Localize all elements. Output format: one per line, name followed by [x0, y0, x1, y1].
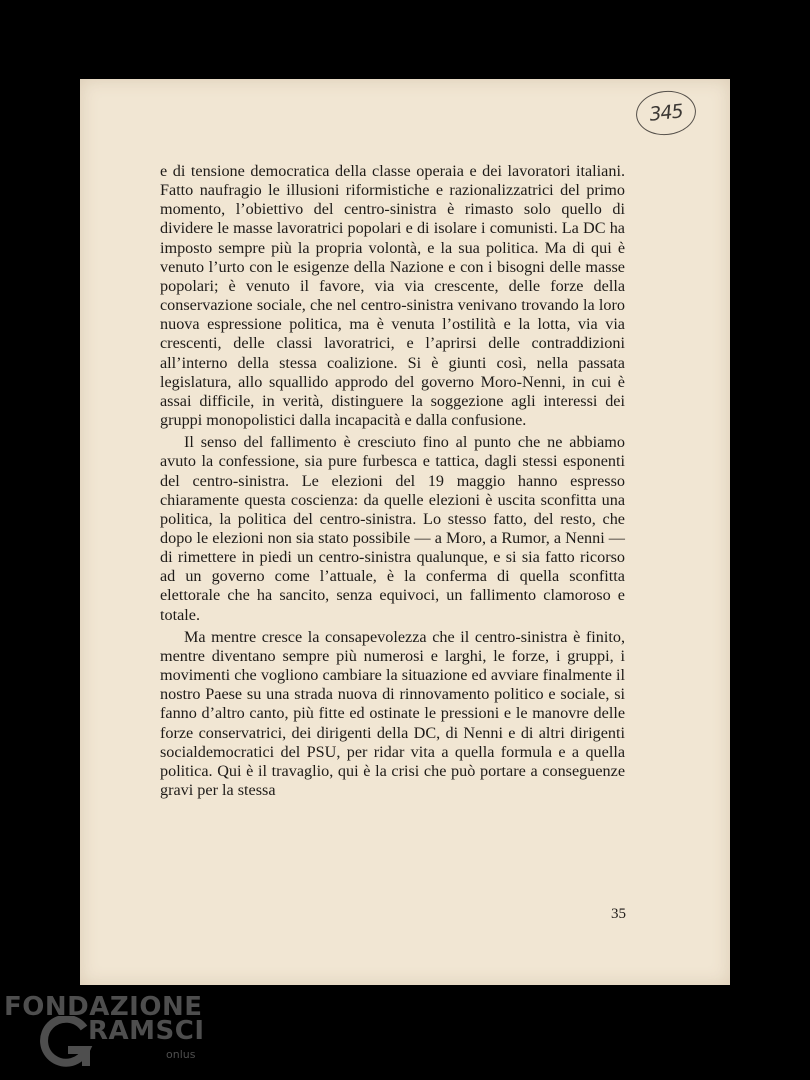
logo-onlus: onlus — [166, 1048, 196, 1061]
paragraph: Il senso del fallimento è cresciuto fino al punto che ne abbiamo avuto la confessione, sia pure furbesca e tattica, dagli stessi esponenti del centro-sinistra. Le elezioni del 19 maggio hanno espresso chiaramente questa coscienza: da quelle elezioni è uscita sconfitta una politica, la politica del centro-sinistra. Lo stesso fatto, del resto, che dopo le elezioni non sia stato possibile — a Moro, a Rumor, a Nenni — di rimettere in piedi un centro-sinistra qualunque, e si sia fatto ricorso ad un governo come l’attuale, è la conferma di quella sconfitta elettorale che ha sancito, senza equivoci, un fallimento clamoroso e totale. — [160, 433, 625, 624]
logo-line-fondazione: FONDAZIONE — [4, 992, 203, 1022]
logo-g-icon — [34, 1016, 94, 1070]
archive-number-stamp: 345 — [634, 88, 698, 138]
paragraph: Ma mentre cresce la consapevolezza che il centro-sinistra è finito, mentre diventano sempre più numerosi e larghi, le forze, i gruppi, i movimenti che vogliono cambiare la situazione ed avviare finalmente il nostro Paese su una strada nuova di rinnovamento politico e sociale, si fanno d’altro canto, più fitte ed ostinate le pressioni e le manovre delle forze conservatrici, dei dirigenti della DC, di Nenni e di altri dirigenti socialdemocratici del PSU, per ridar vita a quella formula e a quella politica. Qui è il travaglio, qui è la crisi che può portare a conseguenze gravi per la stessa — [160, 627, 625, 799]
document-page — [80, 79, 730, 985]
page-number: 35 — [611, 906, 626, 922]
paragraph: e di tensione democratica della classe operaia e dei lavoratori italiani. Fatto naufragio le illusioni riformistiche e razionalizzatrici del primo momento, l’obiettivo del centro-sinistra è rimasto solo quello di dividere le masse lavoratrici popolari e di isolare i comunisti. La DC ha imposto sempre più la propria volontà, e la sua politica. Ma di qui è venuto l’urto con le esigenze della Nazione e con i bisogni delle masse popolari; è venuto il favore, via via crescente, delle forze della conservazione sociale, che nel centro-sinistra venivano trovando la loro nuova espressione politica, ma è venuta l’ostilità e la lotta, via via crescenti, delle classi lavoratrici, e l’aprirsi delle contraddizioni all’interno della stessa coalizione. Si è giunti così, nella passata legislatura, allo squallido approdo del governo Moro-Nenni, in cui è assai difficile, in verità, distinguere la soggezione agli interessi dei gruppi monopolistici dalla incapacità e dalla confusione. — [160, 162, 625, 430]
body-text — [160, 162, 625, 800]
logo-word: RAMSCI — [88, 1016, 205, 1046]
fondazione-gramsci-logo — [4, 990, 204, 1074]
